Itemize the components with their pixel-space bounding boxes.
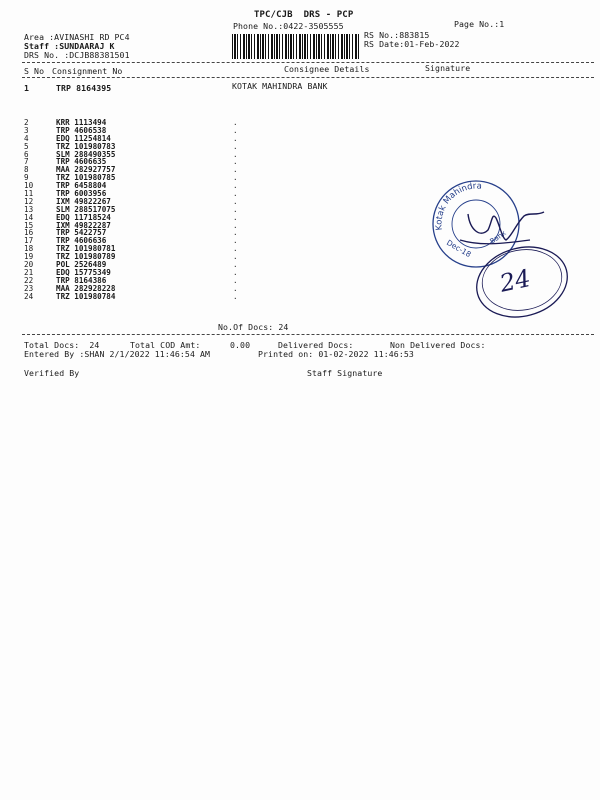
row-consignee: . — [233, 275, 238, 285]
row-consignment: TRP 5422757 — [56, 228, 107, 238]
row-sno: 3 — [24, 125, 29, 135]
row-consignment: TRP 4606635 — [56, 157, 107, 167]
row-sno: 18 — [24, 244, 34, 254]
staff-label: Staff :SUNDAARAJ K — [24, 41, 115, 51]
row-consignee: KOTAK MAHINDRA BANK — [232, 81, 328, 91]
row-consignee: . — [233, 220, 238, 230]
divider — [22, 77, 594, 78]
row-consignment: MAA 282927757 — [56, 165, 116, 175]
row-consignment: MAA 282928228 — [56, 283, 116, 293]
row-sno: 16 — [24, 228, 34, 238]
table-row — [24, 293, 324, 301]
row-consignment: TRZ 101980784 — [56, 291, 116, 301]
row-consignee: . — [233, 267, 238, 277]
row-sno: 20 — [24, 260, 34, 270]
row-consignee: . — [233, 141, 238, 151]
total-cod-label: Total COD Amt: — [130, 340, 201, 350]
row-consignment: EDQ 11718524 — [56, 212, 111, 222]
row-consignee: . — [233, 196, 238, 206]
row-sno: 17 — [24, 236, 34, 246]
handwritten-signature-icon — [440, 200, 570, 320]
stamp-bank: Bank — [488, 228, 508, 246]
row-consignee: . — [233, 212, 238, 222]
row-consignee: . — [233, 133, 238, 143]
row-consignment: SLM 288517075 — [56, 204, 116, 214]
row-consignment: EDQ 11254814 — [56, 133, 111, 143]
row-consignment: TRZ 101980789 — [56, 252, 116, 262]
row-consignee: . — [233, 244, 238, 254]
row-consignee: . — [233, 204, 238, 214]
row-sno: 5 — [24, 141, 29, 151]
row-consignment: TRP 4606538 — [56, 125, 107, 135]
row-consignment: EDQ 15775349 — [56, 267, 111, 277]
non-delivered-docs: Non Delivered Docs: — [390, 340, 486, 350]
row-consignee: . — [233, 252, 238, 262]
row-consignee: . — [233, 189, 238, 199]
divider — [22, 334, 594, 335]
total-cod-value: 0.00 — [230, 340, 251, 350]
row-sno: 21 — [24, 267, 34, 277]
row-consignment: IXM 49822267 — [56, 196, 111, 206]
handwritten-count: 24 — [497, 264, 534, 298]
row-sno: 9 — [24, 173, 29, 183]
row-consignee: . — [233, 283, 238, 293]
row-consignee: . — [233, 260, 238, 270]
divider — [22, 62, 594, 63]
drs-number: DRS No. :DCJB88381501 — [24, 50, 130, 60]
barcode — [232, 34, 360, 59]
row-consignment: POL 2526489 — [56, 260, 107, 270]
row-consignment: TRP 8164395 — [56, 83, 112, 93]
row-consignee: . — [233, 125, 238, 135]
row-consignment: KRR 1113494 — [56, 118, 107, 127]
page-number: Page No.:1 — [454, 19, 505, 29]
row-sno: 19 — [24, 252, 34, 262]
row-consignee: . — [233, 236, 238, 246]
row-sno: 24 — [24, 291, 34, 301]
row-sno: 2 — [24, 118, 29, 127]
row-consignment: TRZ 101980785 — [56, 173, 116, 183]
row-sno: 12 — [24, 196, 34, 206]
row-sno: 14 — [24, 212, 34, 222]
row-consignment: TRP 4606636 — [56, 236, 107, 246]
row-consignment: TRP 6458804 — [56, 181, 107, 191]
row-sno: 22 — [24, 275, 34, 285]
row-consignee: . — [233, 291, 238, 301]
row-sno: 11 — [24, 189, 34, 199]
row-sno: 8 — [24, 165, 29, 175]
phone-number: Phone No.:0422-3505555 — [233, 21, 344, 31]
row-consignee: . — [233, 118, 238, 127]
row-consignment: TRZ 101980781 — [56, 244, 116, 254]
row-sno: 7 — [24, 157, 29, 167]
no-of-docs: No.Of Docs: 24 — [218, 322, 289, 332]
row-consignment: TRZ 101980783 — [56, 141, 116, 151]
total-docs: Total Docs: 24 — [24, 340, 100, 350]
entered-by: Entered By :SHAN 2/1/2022 11:46:54 AM — [24, 349, 211, 359]
consignment-list — [24, 119, 324, 300]
col-signature: Signature — [425, 63, 471, 73]
row-sno: 10 — [24, 181, 34, 191]
row-consignee: . — [233, 149, 238, 159]
row-sno: 1 — [24, 83, 30, 93]
verified-by: Verified By — [24, 368, 80, 378]
row-consignment: SLM 288490355 — [56, 149, 116, 159]
row-sno: 23 — [24, 283, 34, 293]
row-consignee: . — [233, 228, 238, 238]
row-consignment: IXM 49822287 — [56, 220, 111, 230]
row-sno: 13 — [24, 204, 34, 214]
document-title: TPC/CJB DRS - PCP — [254, 10, 354, 20]
row-consignee: . — [233, 173, 238, 183]
area-label: Area :AVINASHI RD PC4 — [24, 32, 130, 42]
row-consignment: TRP 8164386 — [56, 275, 107, 285]
row-consignee: . — [233, 165, 238, 175]
col-sno: S No — [24, 66, 45, 76]
row-sno: 15 — [24, 220, 34, 230]
row-sno: 4 — [24, 133, 29, 143]
row-consignee: . — [233, 181, 238, 191]
stamp-text: Kotak Mahindra — [434, 181, 483, 231]
rs-number: RS No.:883815 — [364, 30, 430, 40]
staff-signature: Staff Signature — [307, 368, 383, 378]
stamp-date: Dec-18 — [445, 237, 473, 260]
rs-date: RS Date:01-Feb-2022 — [364, 39, 460, 49]
row-consignee: . — [233, 157, 238, 167]
row-consignment: TRP 6003956 — [56, 189, 107, 199]
col-consignee: Consignee Details — [284, 64, 370, 74]
delivered-docs: Delivered Docs: — [278, 340, 354, 350]
printed-on: Printed on: 01-02-2022 11:46:53 — [258, 349, 414, 359]
col-consignment: Consignment No — [52, 66, 123, 76]
row-sno: 6 — [24, 149, 29, 159]
